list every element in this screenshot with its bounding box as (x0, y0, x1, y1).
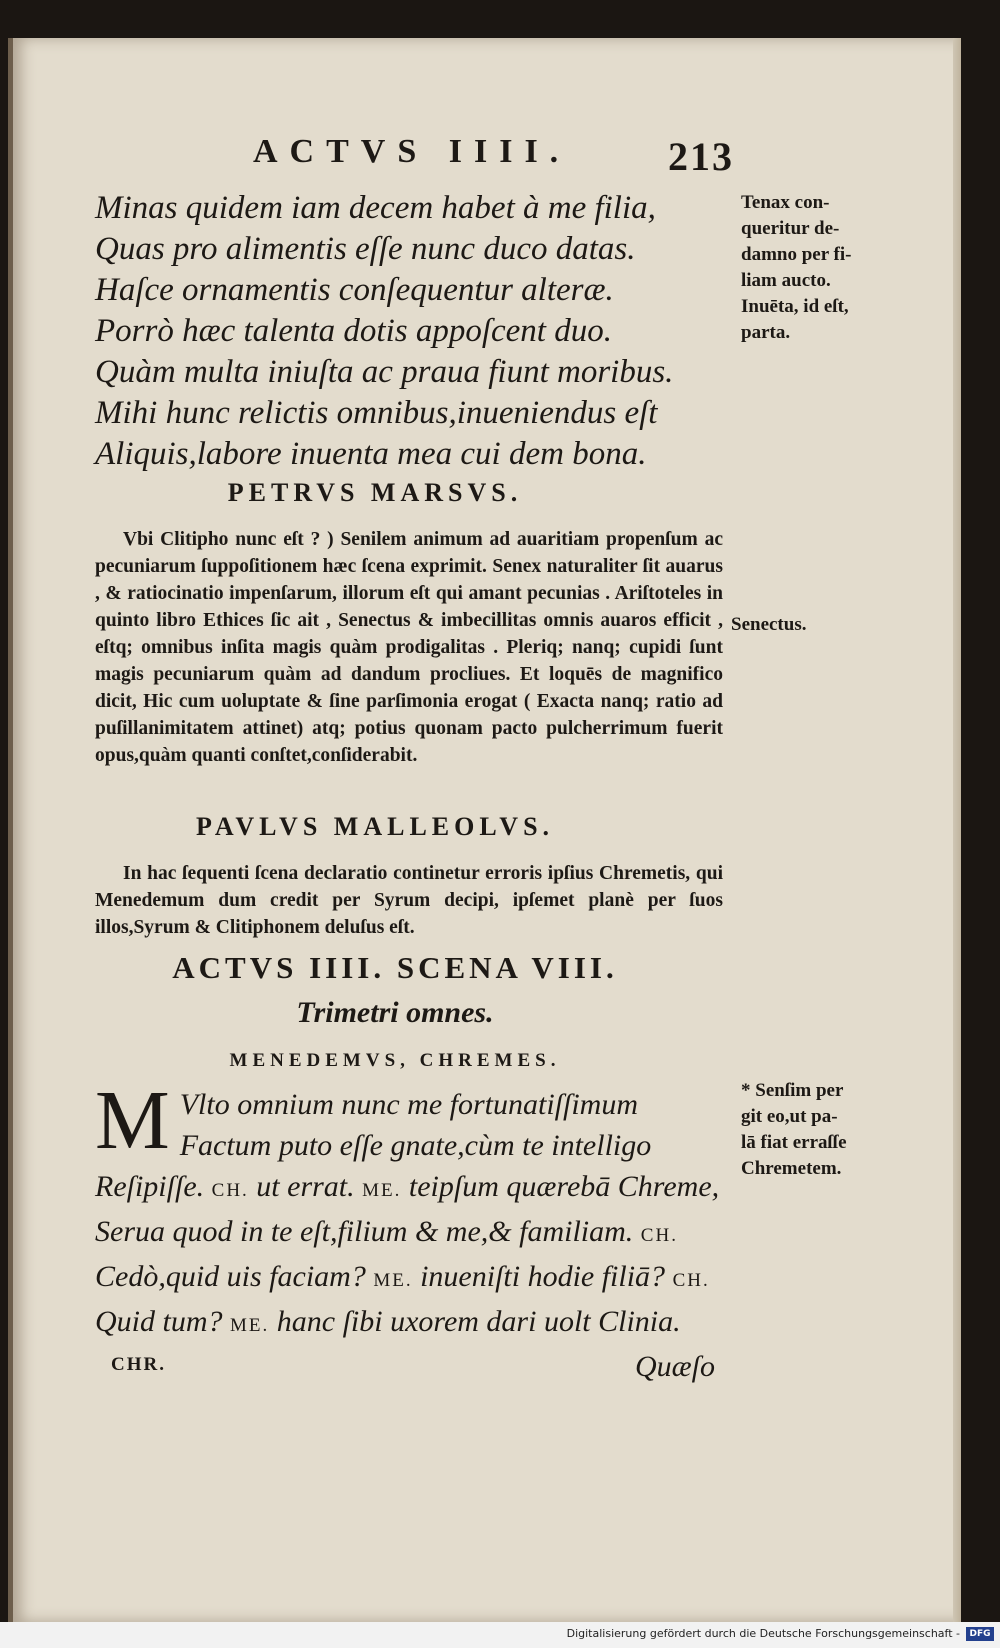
verse-line: Aliquis,labore inuenta mea cui dem bona. (95, 436, 647, 472)
commentary-petrus (95, 526, 723, 769)
page-edge (953, 38, 961, 1622)
margin-note-line: * Senſim per (741, 1080, 844, 1101)
margin-note-line: parta. (741, 322, 791, 343)
commentator-heading-paulus: PAVLVS MALLEOLVS. (195, 812, 555, 841)
margin-note-3 (741, 1078, 921, 1182)
verse-line: Quas pro alimentis eſſe nunc duco datas. (95, 231, 636, 267)
verse-line: Haſce ornamentis conſequentur alteræ. (95, 272, 614, 308)
speaker-label: ME. (373, 1270, 413, 1291)
scene-heading: ACTVS IIII. SCENA VIII. (172, 950, 618, 985)
speaker-label: CH. (640, 1225, 678, 1246)
verse-line: Porrò hæc talenta dotis appoſcent duo. (95, 313, 612, 349)
margin-note-line: liam aucto. (741, 270, 831, 291)
margin-note-line: Tenax con- (741, 192, 830, 213)
margin-note-line: queritur de- (741, 218, 840, 239)
dfg-logo: DFG (966, 1627, 994, 1641)
commentary-paulus (95, 860, 723, 941)
drop-cap: M (95, 1074, 170, 1167)
margin-note-1 (741, 190, 921, 346)
page-number: 213 (668, 134, 734, 179)
verse-line (95, 1256, 735, 1301)
verse-line: Vlto omnium nunc me fortunatiſſimum (179, 1088, 639, 1121)
verse-text: Cedò,quid uis faciam? (95, 1260, 366, 1293)
catchword: Quæſo (635, 1350, 716, 1383)
speakers-line: MENEDEMVS, CHREMES. (229, 1050, 561, 1071)
commentary-text: In hac ſequenti ſcena declaratio continetur erroris ipſius Chremetis, qui Menedemum dum credit per Syrum decipi, ipſemet planè per ſuos illos,Syrum & Clitiphonem deluſus eſt. (95, 863, 723, 938)
verse-text: Reſipiſſe. (95, 1170, 205, 1203)
verse-text: inueniſti hodie filiā? (420, 1260, 666, 1293)
verse-text: teipſum quærebā Chreme, (408, 1170, 720, 1203)
verse-text: hanc ſibi uxorem dari uolt Clinia. (276, 1305, 681, 1338)
verse-line (95, 1301, 735, 1346)
footer-credit: Digitalisierung gefördert durch die Deutsche Forschungsgemeinschaft - (566, 1627, 960, 1640)
verse-line: Mihi hunc relictis omnibus,inueniendus eſt (95, 395, 658, 431)
margin-note-line: Inuēta, id eſt, (741, 296, 849, 317)
verse-line (95, 1166, 735, 1211)
final-line (95, 1346, 735, 1390)
margin-note-2: Senectus. (731, 614, 807, 635)
scene-subheading: Trimetri omnes. (296, 996, 494, 1029)
footer-bar (0, 1622, 1000, 1648)
verse-block-2 (95, 1074, 735, 1390)
speaker-label: CH. (672, 1270, 710, 1291)
speaker-label: ME. (362, 1180, 402, 1201)
margin-note-line: damno per fi- (741, 244, 852, 265)
speaker-label: CHR. (111, 1354, 166, 1375)
verse-line: Factum puto eſſe gnate,cùm te intelligo (179, 1129, 652, 1162)
verse-block-1 (95, 188, 735, 475)
speaker-label: CH. (211, 1180, 249, 1201)
verse-line: Minas quidem iam decem habet à me filia, (95, 190, 656, 226)
verse-text: Serua quod in te eſt,filium & me,& familiam. (95, 1215, 634, 1248)
speaker-label: ME. (230, 1315, 270, 1336)
margin-note-line: git eo,ut pa- (741, 1106, 838, 1127)
verse-line: Quàm multa iniuſta ac praua fiunt moribus. (95, 354, 674, 390)
verse-line (95, 1211, 735, 1256)
page-header (253, 133, 773, 193)
commentator-heading-petrus: PETRVS MARSVS. (227, 478, 523, 507)
book-page (8, 38, 961, 1622)
commentary-text: Vbi Clitipho nunc eſt ? ) Senilem animum ad auaritiam propenſum ac pecuniarum ſuppoſitionem hæc ſcena exprimit. Senex naturaliter ſit auarus , & ratiocinatio impenſarum, illorum eſt qui amant pecunias . Ariſtoteles in quinto libro Ethices ſic ait , Senectus & imbecillitas omnis auaros efficit , eſtq; omnibus inſita magis quàm prodigalitas . Pleriq; nanq; cupidi ſunt magis pecuniarum quàm ad dandum procliues. Et loquēs de magnifico dicit, Hic cum uoluptate & ſine parſimonia erogat ( Exacta nanq; ratio ad puſillanimitatem attinet) atq; potius quonam pacto pulcherrimum fuerit opus,quàm quanti conſtet,conſiderabit. (95, 529, 723, 766)
margin-note-line: Chremetem. (741, 1158, 842, 1179)
verse-text: Quid tum? (95, 1305, 223, 1338)
running-head: ACTVS IIII. (253, 133, 571, 170)
margin-note-line: lā fiat erraſſe (741, 1132, 847, 1153)
verse-text: ut errat. (256, 1170, 355, 1203)
